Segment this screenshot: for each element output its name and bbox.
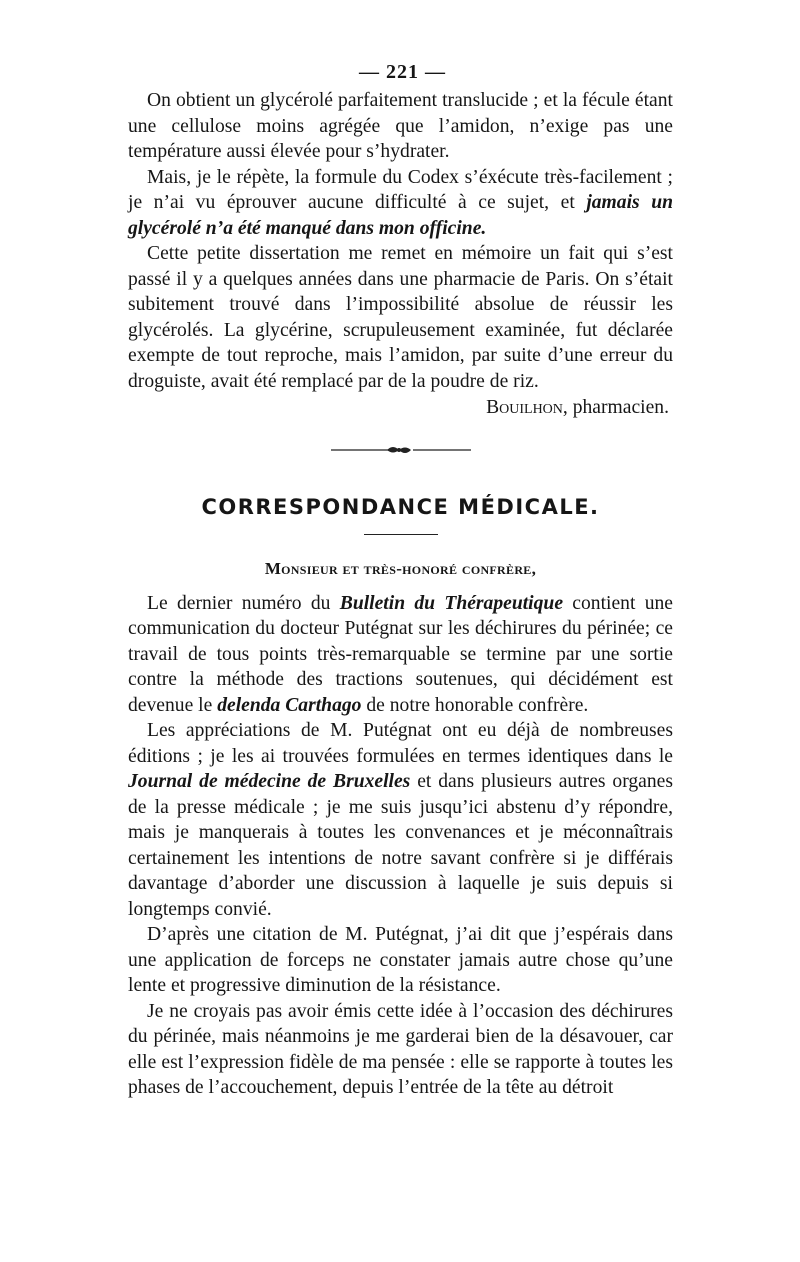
book-page bbox=[128, 58, 673, 1101]
paragraph-text: et dans plusieurs autres organes de la presse médicale ; je me suis jusqu’ici abstenu d’y répondre, mais je manquerais à toutes les convenances et je méconnaîtrais certainement les intentions de notre savant confrère si je différais davantage d’aborder une discussion à laquelle je suis depuis si longtemps convié. bbox=[128, 771, 673, 920]
paragraph-text: Les appréciations de M. Putégnat ont eu déjà de nombreuses éditions ; je les ai trouvées formulées en termes identiques dans le bbox=[128, 720, 673, 767]
letter-paragraph bbox=[128, 922, 673, 999]
italic-title: Journal de médecine de Bruxelles bbox=[128, 771, 411, 792]
paragraph-dissertation bbox=[128, 241, 673, 394]
signature-title: , pharmacien. bbox=[562, 397, 669, 418]
page-number: — 221 — bbox=[359, 61, 446, 83]
paragraph-text: D’après une citation de M. Putégnat, j’ai dit que j’espérais dans une application de forceps ne constater jamais autre chose qu’une lente et progressive diminution de la résistance. bbox=[128, 924, 673, 996]
paragraph-codex bbox=[128, 165, 673, 242]
paragraph-text: Cette petite dissertation me remet en mémoire un fait qui s’est passé il y a quelques années dans une pharmacie de Paris. On s’était subitement trouvé dans l’impossibilité absolue de réussir les glycérolés. La glycérine, scrupuleusement examinée, fut déclarée exempte de tout reproche, mais l’amidon, par suite d’une erreur du droguiste, avait été remplacé par de la poudre de riz. bbox=[128, 243, 673, 392]
letter-body bbox=[128, 591, 673, 1101]
letter-paragraph bbox=[128, 999, 673, 1101]
signature bbox=[128, 395, 673, 421]
ornamental-divider bbox=[331, 443, 471, 457]
paragraph-text: Le dernier numéro du bbox=[147, 592, 340, 614]
heading-rule bbox=[364, 534, 438, 535]
salutation: Monsieur et très-honoré confrère, bbox=[264, 558, 537, 578]
signature-name: Bouilhon bbox=[486, 397, 563, 418]
italic-emphasis: jamais un glycérolé n’a été manqué dans mon officine. bbox=[128, 192, 673, 239]
paragraph-text: On obtient un glycérolé parfaitement translucide ; et la fécule étant une cellulose moins agrégée que l’amidon, n’exige pas une température aussi élevée pour s’hydrater. bbox=[128, 90, 673, 162]
letter-paragraph bbox=[128, 718, 673, 922]
paragraph-text: de notre honorable confrère. bbox=[361, 694, 589, 716]
italic-title: Bulletin du Thérapeutique bbox=[339, 592, 564, 614]
section-heading: CORRESPONDANCE MÉDICALE. bbox=[201, 494, 600, 519]
italic-phrase: delenda Carthago bbox=[217, 694, 362, 716]
paragraph-text: contient une communication du docteur Putégnat sur les déchirures du périnée; ce travail de tous points très-remarquable se termine par une sortie contre la méthode des tractions soutenues, qui décidément est devenue le bbox=[128, 592, 673, 716]
paragraph-text: Je ne croyais pas avoir émis cette idée à l’occasion des déchirures du périnée, mais néanmoins je me garderai bien de la désavouer, car elle est l’expression fidèle de ma pensée : elle se rapporte à toutes les phases de l’accouchement, depuis l’entrée de la tête au détroit bbox=[128, 1000, 673, 1098]
letter-paragraph bbox=[128, 591, 673, 719]
paragraph-text: Mais, je le répète, la formule du Codex s’éxécute très-facilement ; je n’ai vu éprouver aucune difficulté à ce sujet, et bbox=[128, 166, 673, 213]
paragraph-glycerole bbox=[128, 88, 673, 165]
